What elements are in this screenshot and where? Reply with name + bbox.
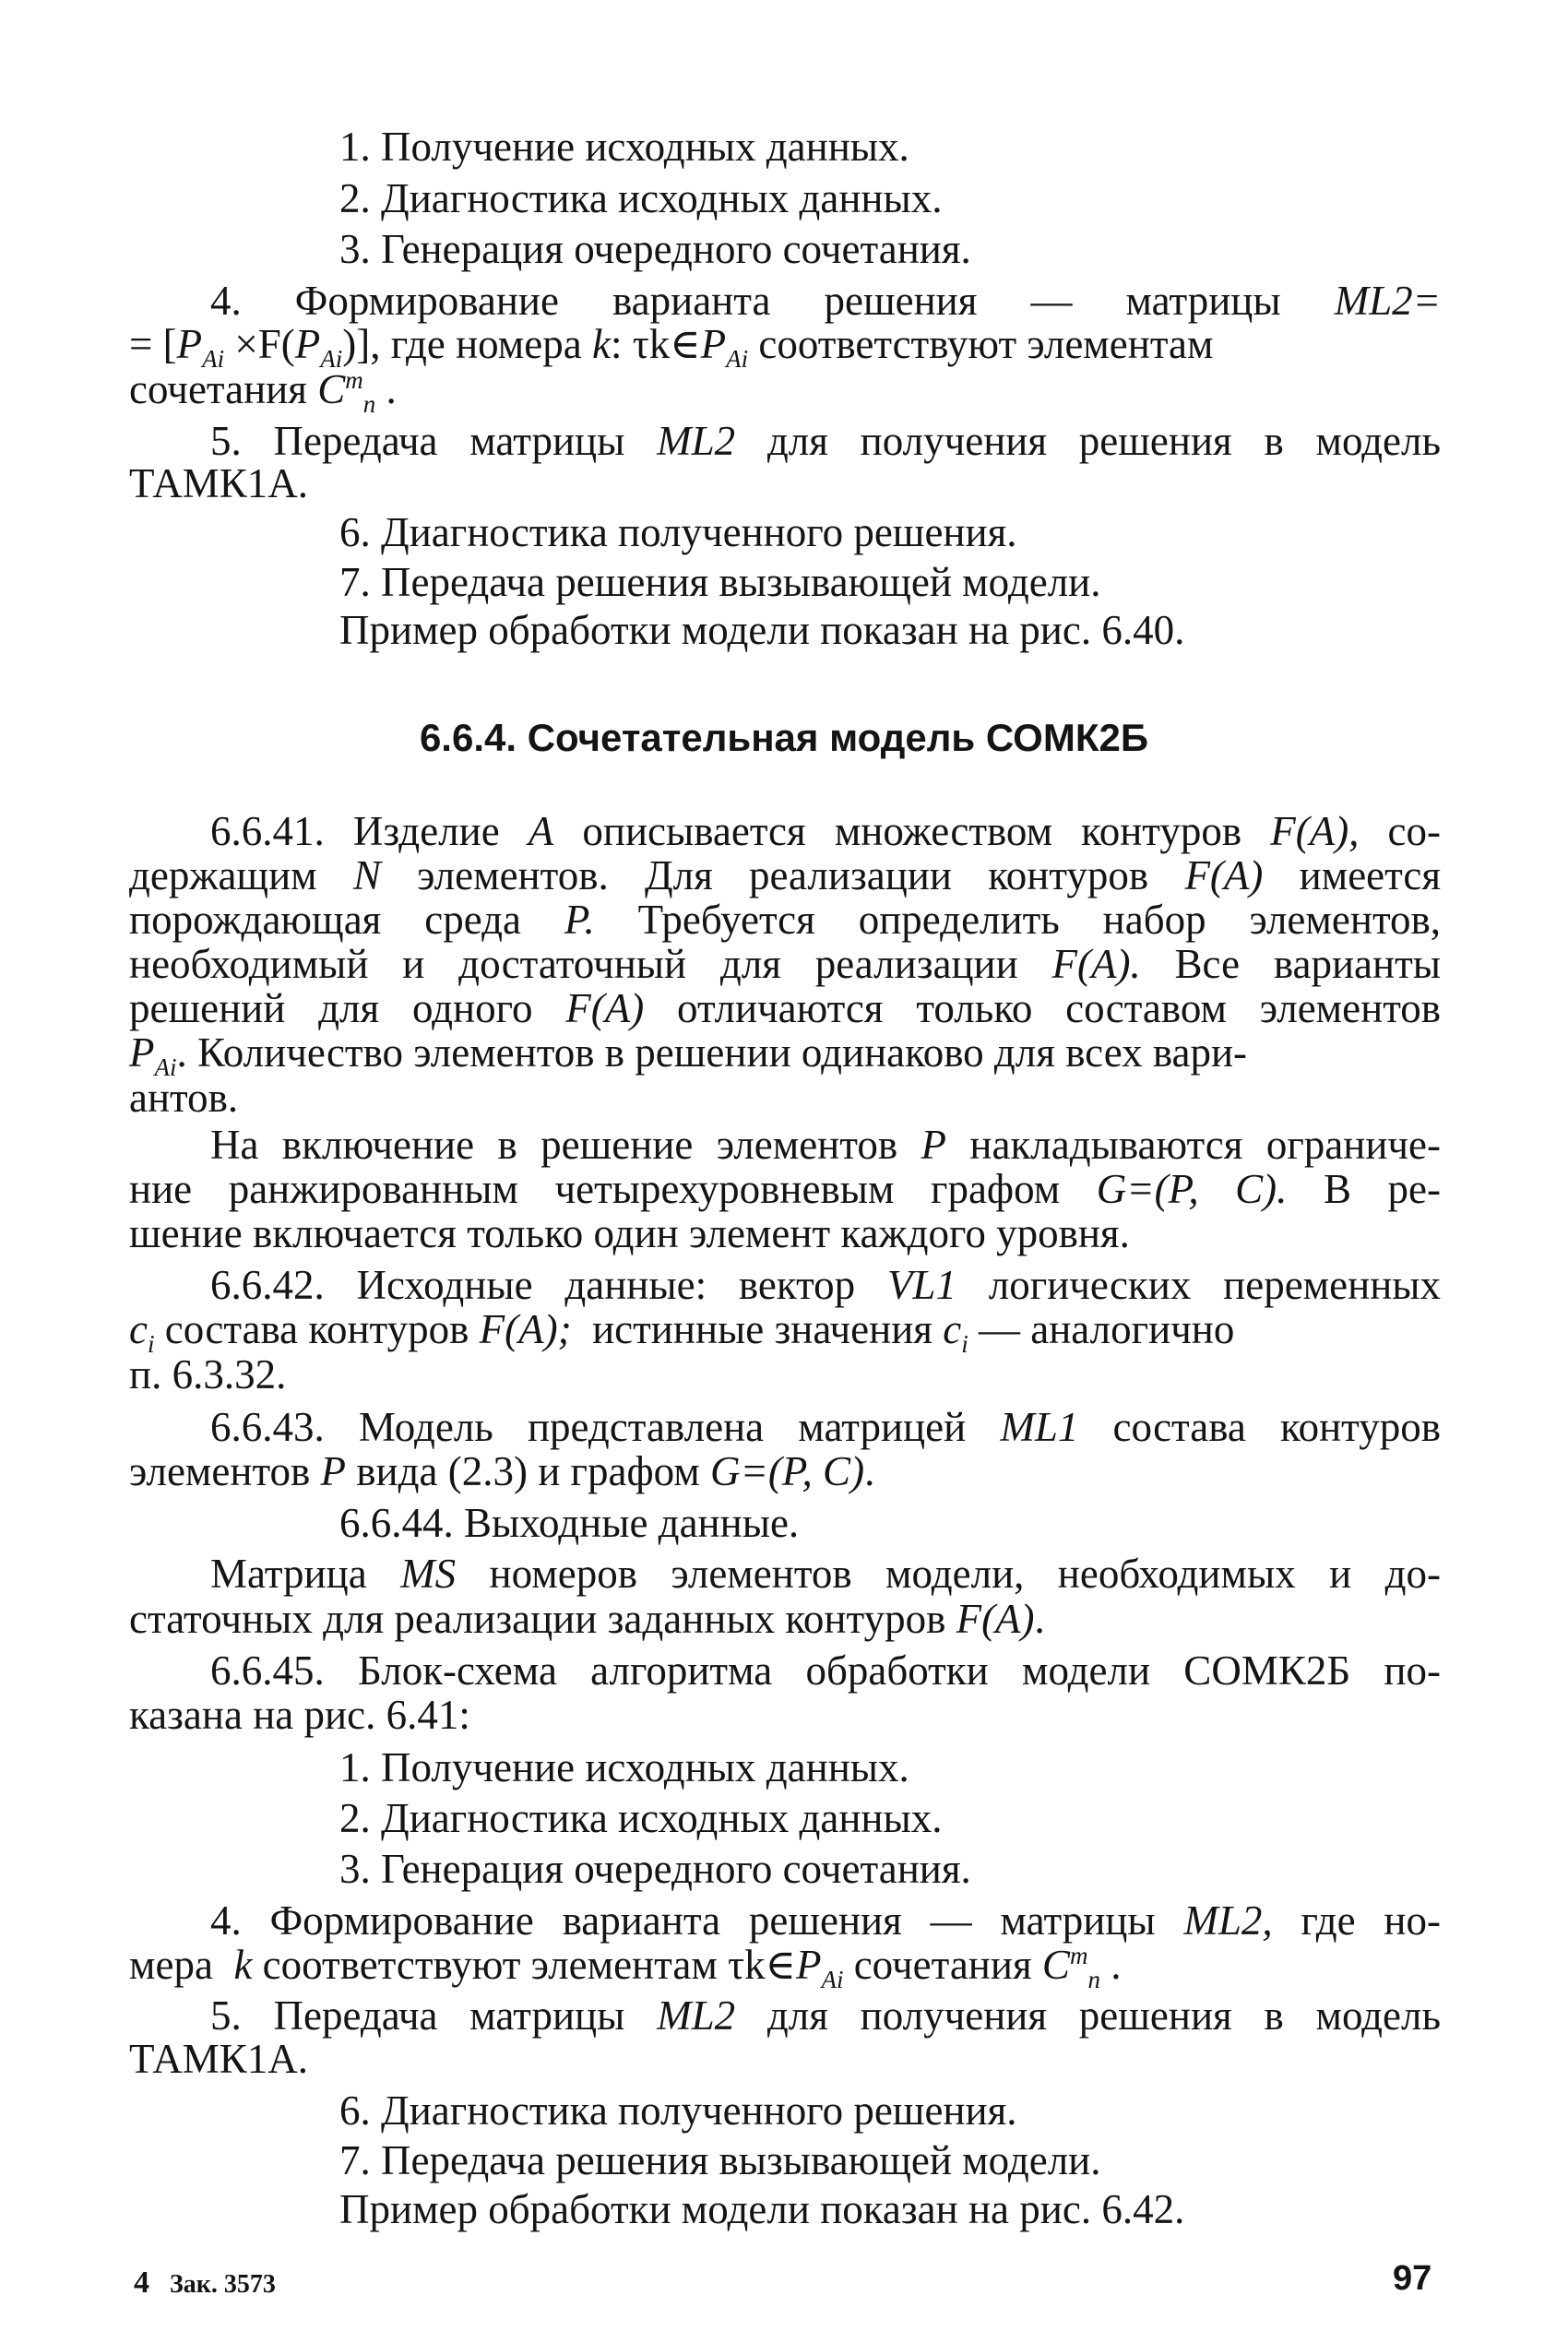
list2-item-6: 6. Диагностика полученного решения. (339, 2087, 1017, 2134)
list1-item-2: 2. Диагностика исходных данных. (339, 175, 943, 221)
list1-item-4-line1: 4. Формирование варианта решения — матрицы ML2= (210, 278, 1442, 324)
order-number: Зак. 3573 (170, 2270, 276, 2299)
page-number: 97 (1393, 2259, 1432, 2298)
p641-line6: $P_{Ai}$. Количество элементов в решении одинаково для всех вари- (129, 1029, 1248, 1081)
list1-item-6: 6. Диагностика полученного решения. (339, 509, 1017, 555)
p641-line1: 6.6.41. Изделие A описывается множеством контуров F(A), со- (210, 808, 1441, 854)
p641-line4: необходимый и достаточный для реализации F(A). Все варианты (129, 941, 1442, 987)
p641b-line1: На включение в решение элементов P накладываются ограниче- (210, 1122, 1441, 1168)
list2-item-3: 3. Генерация очередного сочетания. (339, 1846, 971, 1892)
list1-item-4-line2: = $[P_{Ai} \times F(P_{Ai})]$, где номера k: $\tau k\in P_{Ai}$ соответствуют элементам (129, 321, 1214, 373)
list1-example: Пример обработки модели показан на рис. 6.40. (339, 607, 1185, 653)
p641b-line2: ние ранжированным четырехуровневым графом G=(P, C). В ре- (129, 1166, 1442, 1212)
list1-item-7: 7. Передача решения вызывающей модели. (339, 559, 1101, 605)
section-heading: 6.6.4. Сочетательная модель СОМК2Б (419, 716, 1149, 759)
list1-item-5-line2: ТАМК1А. (129, 460, 309, 506)
p641-line3: порождающая среда P. Требуется определить набор элементов, (129, 897, 1442, 943)
list1-item-5-line1: 5. Передача матрицы ML2 для получения решения в модель (210, 418, 1442, 464)
list2-item-7: 7. Передача решения вызывающей модели. (339, 2137, 1101, 2183)
list1-item-1: 1. Получение исходных данных. (339, 124, 909, 170)
p641-line7: антов. (129, 1075, 239, 1121)
p642-line3: п. 6.3.32. (129, 1351, 287, 1397)
p643-line2: элементов P вида (2.3) и графом G=(P, C). (129, 1448, 875, 1494)
signature-mark (134, 2260, 276, 2307)
list2-item-4-line1: 4. Формирование варианта решения — матрицы ML2, где но- (210, 1897, 1441, 1944)
list1-item-3: 3. Генерация очередного сочетания. (339, 226, 971, 272)
p645-line2: казана на рис. 6.41: (129, 1692, 470, 1738)
p641b-line3: шение включается только один элемент каждого уровня. (129, 1210, 1130, 1256)
list2-item-5-line2: ТАМК1А. (129, 2036, 309, 2082)
signature-number: 4 (134, 2266, 149, 2300)
p642-line2: $c_i$ состава контуров F(A); истинные значения $c_i$ — аналогично (129, 1306, 1235, 1358)
list1-item-4-line3: сочетания $C^m_n$ . (129, 366, 397, 418)
p643-line1: 6.6.43. Модель представлена матрицей ML1 состава контуров (210, 1404, 1441, 1450)
p641-line2: держащим N элементов. Для реализации контуров F(A) имеется (129, 852, 1442, 898)
list2-item-4-line2: мера k соответствуют элементам $\tau k\in P_{Ai}$ сочетания $C^m_n$ . (129, 1942, 1122, 1993)
p641-line5: решений для одного F(A) отличаются только составом элементов (129, 985, 1442, 1031)
p644b-line2: статочных для реализации заданных контуров F(A). (129, 1596, 1045, 1642)
p644: 6.6.44. Выходные данные. (339, 1500, 800, 1546)
p642-line1: 6.6.42. Исходные данные: вектор VL1 логических переменных (210, 1262, 1442, 1308)
list2-item-1: 1. Получение исходных данных. (339, 1744, 909, 1790)
list2-example: Пример обработки модели показан на рис. 6.42. (339, 2186, 1185, 2232)
p645-line1: 6.6.45. Блок-схема алгоритма обработки модели СОМК2Б по- (210, 1647, 1441, 1694)
list2-item-5-line1: 5. Передача матрицы ML2 для получения решения в модель (210, 1992, 1442, 2039)
p644b-line1: Матрица MS номеров элементов модели, необходимых и до- (210, 1551, 1442, 1597)
list2-item-2: 2. Диагностика исходных данных. (339, 1795, 943, 1841)
